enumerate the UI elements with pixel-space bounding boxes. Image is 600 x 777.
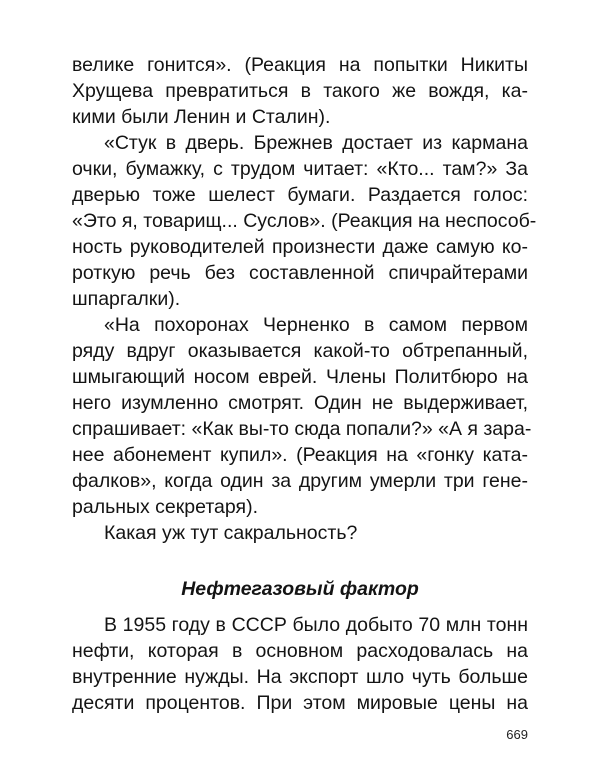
text-line: Хрущева превратиться в такого же вождя, ка- [72,80,528,102]
text-line: «Это я, товарищ... Суслов». (Реакция на неспособ- [72,210,537,232]
text-line: «На похоронах Черненко в самом первом [104,314,528,336]
text-line: внутренние нужды. На экспорт шло чуть больше [72,666,528,688]
text-line: шпаргалки). [72,288,181,310]
text-line: десяти процентов. При этом мировые цены на [72,692,528,714]
text-line: ральных секретаря). [72,496,259,518]
page-number: 669 [506,727,528,742]
text-line: нее абонемент купил». (Реакция на «гонку ката- [72,444,528,466]
text-line: шмыгающий носом еврей. Члены Политбюро на [72,366,528,388]
text-line: него изумленно смотрят. Один не выдерживает, [72,392,528,414]
text-line: дверью тоже шелест бумаги. Раздается голос: [72,184,528,206]
section-heading: Нефтегазовый фактор [181,578,419,600]
text-line: очки, бумажку, с трудом читает: «Кто... там?» За [72,158,528,180]
text-line: Какая уж тут сакральность? [104,522,358,544]
text-line: фалков», когда один за другим умерли три гене- [72,470,528,492]
text-line: кими были Ленин и Сталин). [72,106,331,128]
text-line: велике гонится». (Реакция на попытки Никиты [72,54,528,76]
text-line: ряду вдруг оказывается какой-то обтрепанный, [72,340,528,362]
text-line: ность руководителей произнести даже самую ко- [72,236,528,258]
text-line: В 1955 году в СССР было добыто 70 млн тонн [104,614,528,636]
text-line: спрашивает: «Как вы-то сюда попали?» «А я зара- [72,418,532,440]
text-line: роткую речь без составленной спичрайтерами [72,262,528,284]
text-line: нефти, которая в основном расходовалась на [72,640,528,662]
text-line: «Стук в дверь. Брежнев достает из кармана [104,132,528,154]
